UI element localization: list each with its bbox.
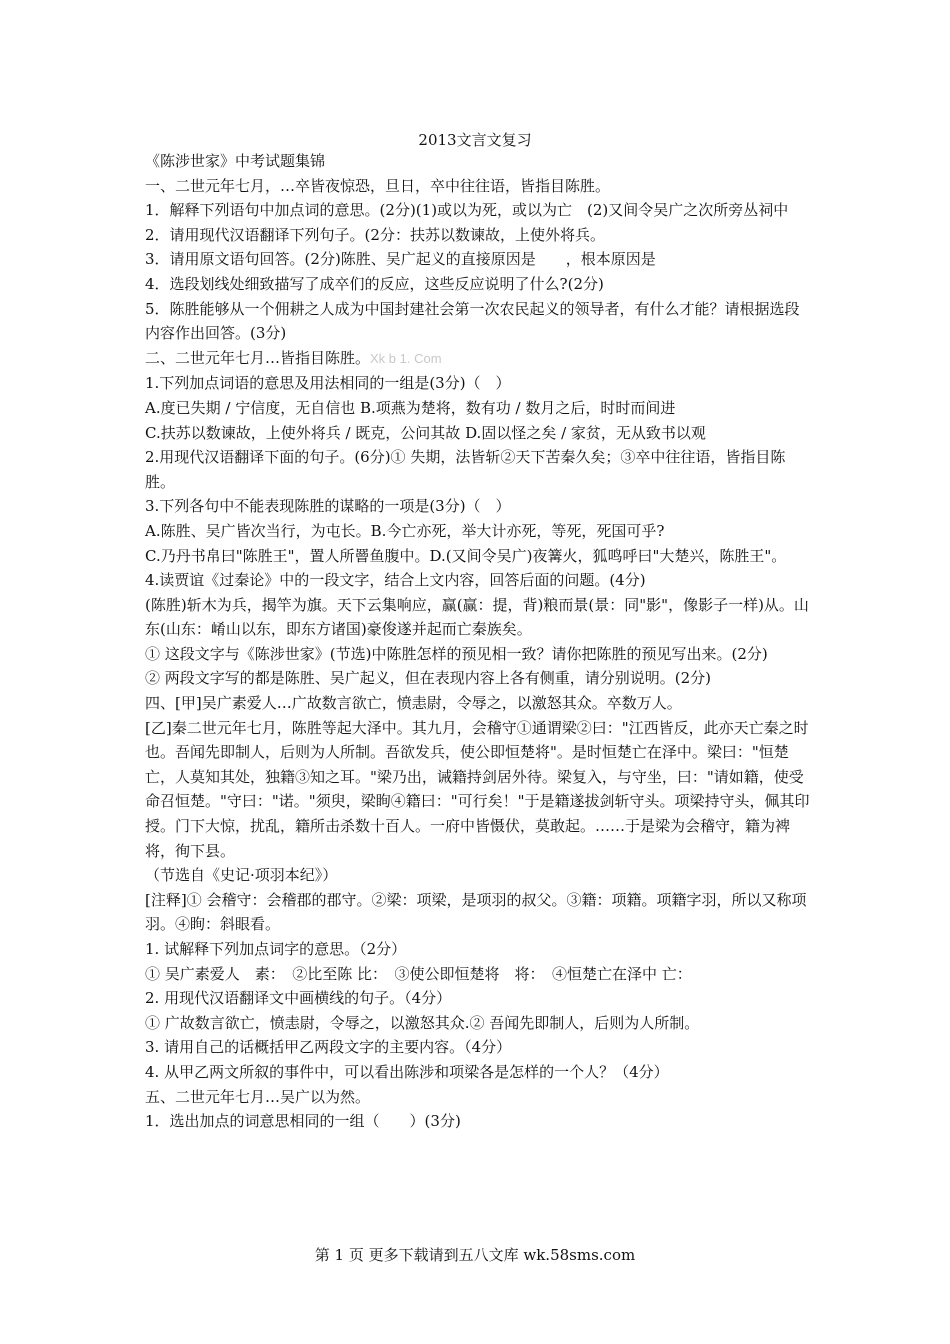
- page-footer: 第 1 页 更多下载请到五八文库 wk.58sms.com: [314, 1246, 636, 1264]
- section-heading: [145, 346, 811, 372]
- paragraph: （节选自《史记·项羽本纪》）: [145, 866, 338, 885]
- page-title: 2013文言文复习: [418, 131, 532, 149]
- paragraph: ① 这段文字与《陈涉世家》(节选)中陈胜怎样的预见相一致？请你把陈胜的预见写出来。(2分): [145, 644, 768, 663]
- paragraph: C.扶苏以数谏故，上使外将兵 / 既克，公问其故 D.固以怪之矣 / 家贫，无从致书以观: [145, 423, 706, 442]
- paragraph: 五、二世元年七月…吴广以为然。: [145, 1087, 371, 1106]
- paragraph: 2. 用现代汉语翻译文中画横线的句子。（4分）: [145, 989, 452, 1008]
- paragraph: 5．陈胜能够从一个佣耕之人成为中国封建社会第一次农民起义的领导者，有什么才能？请根据选段内容作出回答。(3分): [145, 299, 800, 343]
- paragraph: 3．请用原文语句回答。(2分)陈胜、吴广起义的直接原因是 ，根本原因是: [145, 250, 656, 269]
- paragraph: 4.读贾谊《过秦论》中的一段文字，结合上文内容，回答后面的问题。(4分): [145, 571, 646, 590]
- paragraph: A.度已失期 / 宁信度，无自信也 B.项燕为楚将，数有功 / 数月之后，时时而间进: [145, 398, 676, 417]
- paragraph: 4．选段划线处细致描写了成卒们的反应，这些反应说明了什么?(2分): [145, 274, 604, 293]
- paragraph: 四、[甲]吴广素爱人…广故数言欲亡，愤恚尉，令辱之，以激怒其众。卒数万人。: [145, 694, 682, 713]
- watermark-text: Xk b 1. Com: [370, 350, 442, 366]
- paragraph: 1．选出加点的词意思相同的一组（ ）(3分): [145, 1112, 461, 1131]
- paragraph: ② 两段文字写的都是陈胜、吴广起义，但在表现内容上各有侧重，请分别说明。(2分): [145, 669, 712, 688]
- paragraph: 1．解释下列语句中加点词的意思。(2分)(1)或以为死，或以为亡 (2)又间令吴广之次所旁丛祠中: [145, 201, 789, 220]
- section-heading-text: 二、二世元年七月…皆指目陈胜。: [145, 348, 371, 367]
- paragraph: 2．请用现代汉语翻译下列句子。(2分：扶苏以数谏故，上使外将兵。: [145, 225, 605, 244]
- paragraph: ① 广故数言欲亡，愤恚尉，令辱之，以激怒其众.② 吾闻先即制人，后则为人所制。: [145, 1013, 700, 1032]
- paragraph: A.陈胜、吴广皆次当行，为屯长。B.今亡亦死，举大计亦死，等死，死国可乎?: [145, 521, 665, 540]
- paragraph: 3.下列各句中不能表现陈胜的谋略的一项是(3分)（ ）: [145, 497, 511, 516]
- paragraph: 1.下列加点词语的意思及用法相同的一组是(3分)（ ）: [145, 374, 511, 393]
- paragraph: 4. 从甲乙两文所叙的事件中，可以看出陈涉和项梁各是怎样的一个人？（4分）: [145, 1062, 669, 1081]
- paragraph: [乙]秦二世元年七月，陈胜等起大泽中。其九月，会稽守①通谓梁②曰："江西皆反，此亦天亡秦之时也。吾闻先即制人，后则为人所制。吾欲发兵，使公即恒楚将"。是时恒楚亡在泽中。梁曰："恒楚亡，人莫知其处，独籍③知之耳。"梁乃出，诫籍持剑居外待。梁复入，与守坐，曰："请如籍，使受命召恒楚。"守曰："诺。"须臾，梁眴④籍曰："可行矣！"于是籍遂拔剑斩守头。项梁持守头，佩其印授。门下大惊，扰乱，籍所击杀数十百人。一府中皆慑伏，莫敢起。……于是梁为会稽守，籍为裨将，徇下县。: [145, 718, 810, 860]
- paragraph: 3. 请用自己的话概括甲乙两段文字的主要内容。（4分）: [145, 1038, 512, 1057]
- paragraph: 1. 试解释下列加点词字的意思。（2分）: [145, 940, 407, 958]
- paragraph: ① 吴广素爱人 素： ②比至陈 比： ③使公即恒楚将 将： ④恒楚亡在泽中 亡：: [145, 964, 692, 983]
- paragraph: 2.用现代汉语翻译下面的句子。(6分)① 失期，法皆斩②天下苦秦久矣；③卒中往往语，皆指目陈胜。: [145, 448, 786, 491]
- document-body: [145, 149, 811, 1134]
- paragraph: C.乃丹书帛曰"陈胜王"，置人所罾鱼腹中。D.(又间令吴广)夜篝火，狐鸣呼曰"大楚兴，陈胜王"。: [145, 546, 787, 565]
- paragraph: (陈胜)斩木为兵，揭竿为旗。天下云集响应，赢(赢：提，背)粮而景(景：同"影"，像影子一样)从。山东(山东：崤山以东，即东方诸国)豪俊遂并起而亡秦族矣。: [145, 595, 809, 639]
- paragraph: [注释]① 会稽守：会稽郡的郡守。②梁：项梁，是项羽的叔父。③籍：项籍。项籍字羽，所以又称项羽。④眴：斜眼看。: [145, 890, 807, 934]
- paragraph: 《陈涉世家》中考试题集锦: [145, 152, 326, 170]
- paragraph: 一、二世元年七月，…卒皆夜惊恐，旦日，卒中往往语，皆指目陈胜。: [145, 176, 611, 195]
